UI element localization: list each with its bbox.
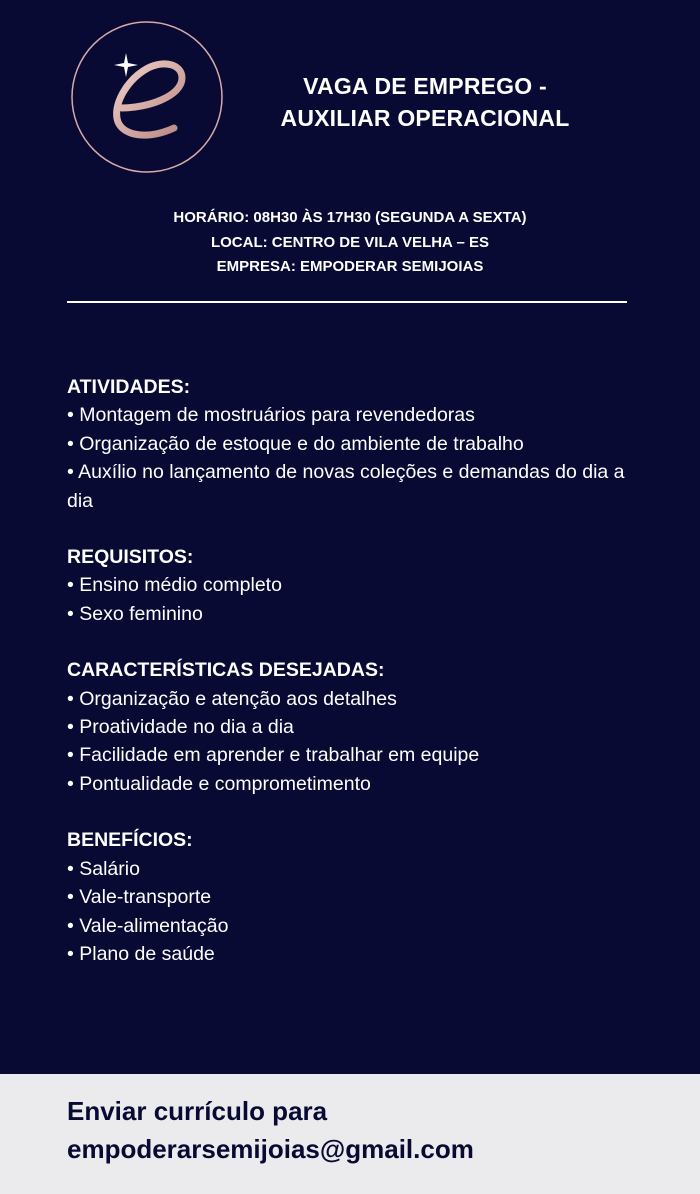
section-heading: ATIVIDADES: [67, 376, 191, 398]
list-item: • Organização de estoque e do ambiente de trabalho [67, 432, 524, 455]
footer-cta [0, 1074, 700, 1194]
list-item: • Organização e atenção aos detalhes [67, 687, 397, 710]
list-item: • Sexo feminino [67, 602, 203, 625]
section-desired-traits [67, 656, 647, 798]
section-requirements [67, 543, 647, 628]
section-heading: BENEFÍCIOS: [67, 829, 193, 852]
cta-line: Enviar currículo para [67, 1096, 328, 1126]
divider [67, 301, 627, 303]
job-info [40, 206, 660, 280]
company-text: EMPRESA: EMPODERAR SEMIJOIAS [216, 258, 484, 275]
list-item: • Pontualidade e comprometimento [67, 772, 371, 795]
location-text: LOCAL: CENTRO DE VILA VELHA – ES [210, 233, 490, 251]
list-item: • Montagem de mostruários para revendedoras [67, 404, 475, 427]
job-title-line-2: AUXILIAR OPERACIONAL [280, 105, 570, 131]
cta-text [67, 1092, 474, 1168]
brand-logo [70, 20, 224, 174]
job-title-line-1: VAGA DE EMPREGO - [303, 73, 547, 99]
contact-email: empoderarsemijoias@gmail.com [67, 1134, 474, 1164]
section-heading: REQUISITOS: [67, 546, 194, 569]
job-title [250, 70, 600, 134]
section-benefits [67, 826, 647, 968]
list-item: • Proatividade no dia a dia [67, 716, 294, 739]
job-details [67, 373, 647, 996]
section-heading: CARACTERÍSTICAS DESEJADAS: [67, 659, 385, 682]
list-item: • Vale-alimentação [67, 914, 229, 937]
schedule-text: HORÁRIO: 08H30 ÀS 17H30 (SEGUNDA A SEXTA) [173, 209, 527, 226]
list-item: • Salário [67, 857, 140, 880]
letter-e-logo-icon [70, 20, 224, 174]
list-item: • Plano de saúde [67, 942, 215, 965]
list-item: • Auxílio no lançamento de novas coleções e demandas do dia a dia [67, 461, 625, 512]
list-item: • Facilidade em aprender e trabalhar em equipe [67, 744, 480, 767]
section-activities [67, 373, 647, 515]
list-item: • Vale-transporte [67, 886, 212, 909]
list-item: • Ensino médio completo [67, 574, 282, 597]
